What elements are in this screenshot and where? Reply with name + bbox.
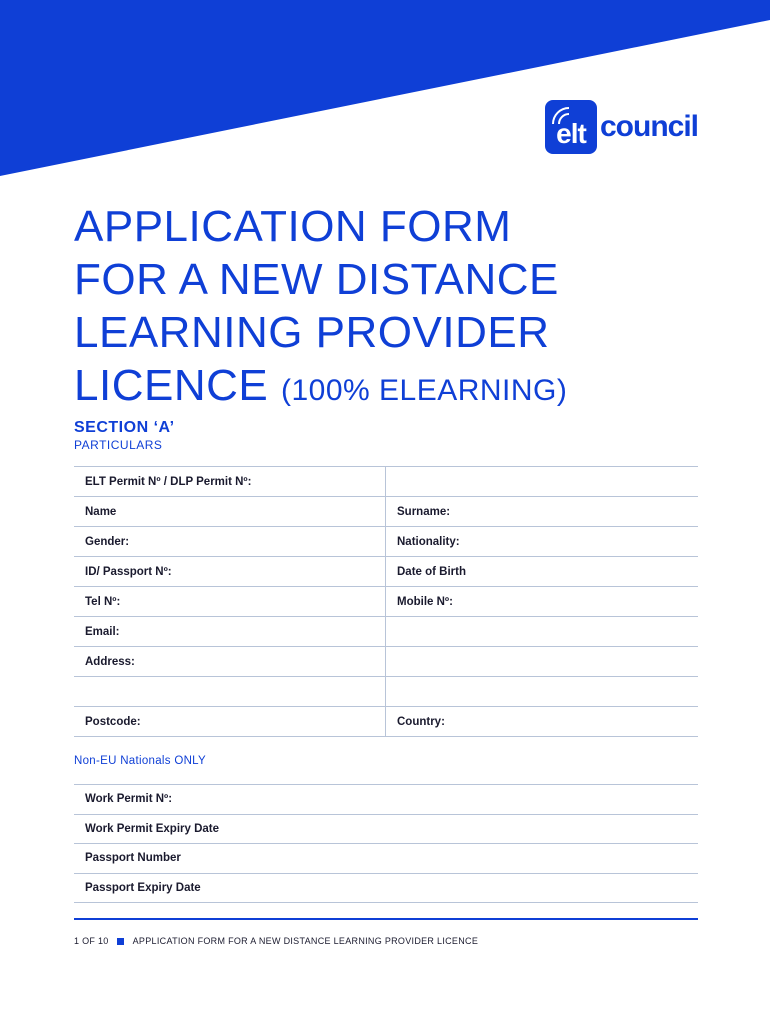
field-address-extra[interactable] [386,647,698,676]
form-row [74,874,698,904]
field-permit-number-value[interactable] [386,467,698,496]
form-row [74,587,698,617]
field-work-permit-number[interactable]: Work Permit Nº: [85,793,173,806]
field-address-line-2-extra[interactable] [386,677,698,706]
non-eu-label: Non-EU Nationals ONLY [74,755,206,767]
field-tel[interactable]: Tel Nº: [74,587,386,616]
section-title: SECTION ‘A’ [74,419,175,436]
form-row [74,785,698,815]
page-title [74,200,567,417]
field-permit-number[interactable]: ELT Permit Nº / DLP Permit Nº: [74,467,386,496]
field-name[interactable]: Name [74,497,386,526]
field-gender[interactable]: Gender: [74,527,386,556]
field-nationality[interactable]: Nationality: [397,535,460,548]
title-line-3: LEARNING PROVIDER [74,308,550,357]
page-number: 1 OF 10 [74,936,109,946]
field-passport-expiry[interactable]: Passport Expiry Date [85,881,201,894]
title-line-4: LICENCE [74,361,269,410]
field-mobile[interactable]: Mobile Nº: [397,595,453,608]
logo-council-text: council [600,110,699,143]
title-line-2: FOR A NEW DISTANCE [74,255,559,304]
title-suffix: (100% ELEARNING) [280,374,568,407]
form-row [74,815,698,845]
field-email-extra[interactable] [386,617,698,646]
square-bullet-icon [117,938,124,945]
field-postcode[interactable]: Postcode: [74,707,386,736]
non-eu-table [74,784,698,903]
field-surname[interactable]: Surname: [397,505,451,518]
particulars-table [74,466,698,737]
footer-divider [74,918,698,920]
field-passport-number[interactable]: Passport Number [85,852,181,865]
form-row [74,844,698,874]
field-email[interactable]: Email: [74,617,386,646]
form-row [74,647,698,677]
footer-text: APPLICATION FORM FOR A NEW DISTANCE LEARNING PROVIDER LICENCE [132,936,479,946]
field-address[interactable]: Address: [74,647,386,676]
form-row [74,497,698,527]
field-id-passport[interactable]: ID/ Passport Nº: [74,557,386,586]
section-subtitle: PARTICULARS [74,438,163,452]
logo-mark [545,100,597,154]
field-address-line-2[interactable] [74,677,386,706]
form-row [74,527,698,557]
logo-elt-text: elt [556,118,586,149]
field-work-permit-expiry[interactable]: Work Permit Expiry Date [85,822,220,835]
form-row [74,557,698,587]
page-footer [74,936,478,946]
form-row [74,617,698,647]
field-country[interactable]: Country: [397,715,445,728]
form-row [74,707,698,737]
elt-council-logo [545,100,698,154]
title-line-1: APPLICATION FORM [74,202,512,251]
field-date-of-birth[interactable]: Date of Birth [397,565,466,578]
form-row [74,677,698,707]
form-row [74,467,698,497]
